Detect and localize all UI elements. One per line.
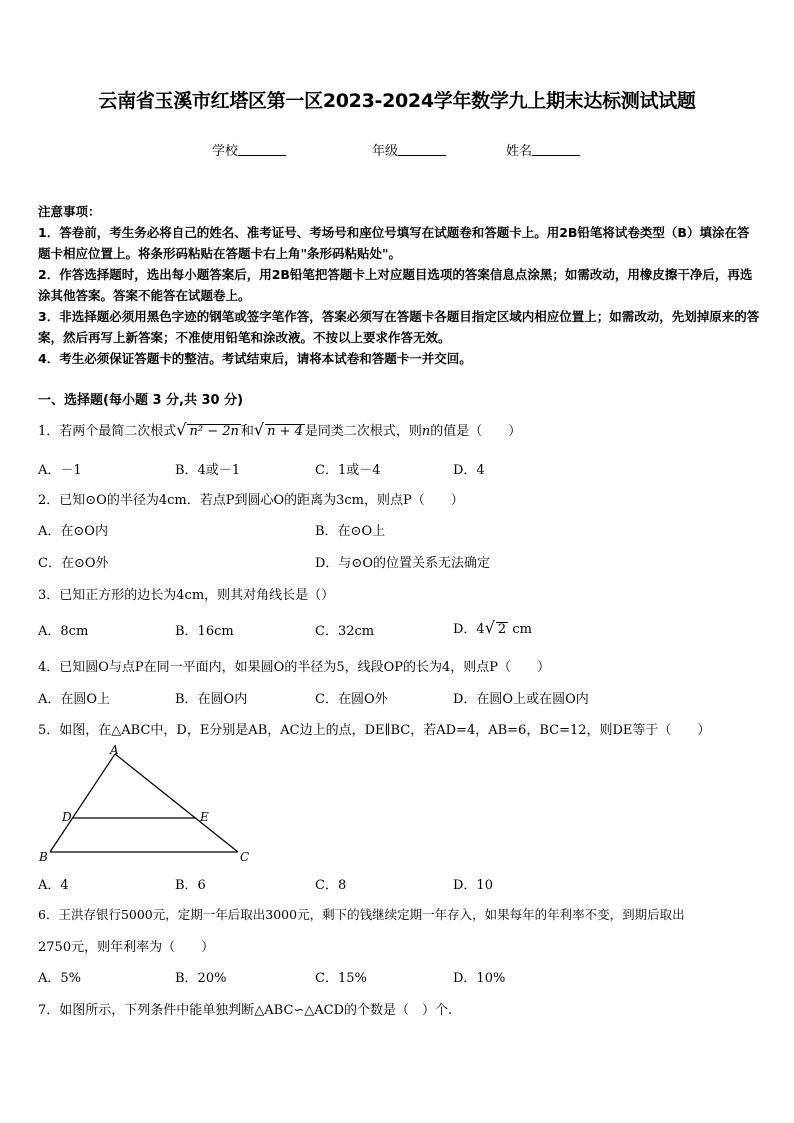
side-ac [115,754,238,852]
q3-optd-radicand: 2 [497,622,507,637]
question-2: 2．已知⊙O的半径为4cm．若点P到圆心O的距离为3cm，则点P（ ） [38,493,464,508]
q1-option-b: B．4或－1 [175,463,241,478]
q5-option-c: C．8 [315,878,347,893]
q3-option-a: A．8cm [38,624,89,639]
triangle-figure [36,742,266,872]
name-field [506,140,580,159]
q6-option-d: D．10% [453,971,506,986]
question-1 [38,420,521,439]
q6-option-b: B．20% [175,971,227,986]
q1-suffix: 是同类二次根式，则 [304,424,422,439]
radical-sign: √ [484,618,495,637]
q1-radicand-1: n² − 2n [189,424,239,439]
q1-end: 的值是（ ） [430,424,522,439]
q1-mid: 和 [240,424,254,439]
page-title: 云南省玉溪市红塔区第一区2023-2024学年数学九上期末达标测试试题 [98,90,696,112]
question-5: 5．如图，在△ABC中，D，E分别是AB，AC边上的点，DE∥BC，若AD=4，AB=6，BC=12，则DE等于（ ） [38,723,711,738]
q5-option-b: B．6 [175,878,206,893]
notice-item-3: 3．非选择题必须用黑色字迹的钢笔或签字笔作答，答案必须写在答题卡各题目指定区域内相应位置上；如需改动，先划掉原来的答案，然后再写上新答案；不准使用铅笔和涂改液。不按以上要求作答无效。 [38,309,760,345]
label-d: D [62,810,72,824]
q6-option-a: A．5% [38,971,82,986]
q6-option-c: C．15% [315,971,367,986]
side-ab [50,754,115,852]
school-label: 学校 [212,144,239,159]
q2-option-a: A．在⊙O内 [38,524,108,539]
name-blank [532,143,580,156]
notice-block [38,201,760,369]
q5-option-d: D．10 [453,878,493,893]
q2-option-d: D．与⊙O的位置关系无法确定 [315,556,490,571]
radical-sign: √ [176,420,187,439]
radical-sign: √ [253,420,265,439]
label-c: C [240,850,250,864]
question-4: 4．已知圆O与点P在同一平面内，如果圆O的半径为5，线段OP的长为4，则点P（ ） [38,660,551,675]
q3-option-d [453,618,532,637]
q1-option-c: C．1或－4 [315,463,381,478]
q1-option-d: D．4 [453,463,485,478]
question-3: 3．已知正方形的边长为4cm，则其对角线长是（） [38,588,335,603]
notice-heading: 注意事项： [38,204,101,219]
q1-radicand-2: n + 4 [267,424,303,439]
q4-option-a: A．在圆O上 [38,692,111,707]
name-label: 姓名 [506,144,533,159]
grade-label: 年级 [372,144,399,159]
q3-option-c: C．32cm [315,624,375,639]
notice-item-1: 1．答卷前，考生务必将自己的姓名、准考证号、考场号和座位号填写在试题卷和答题卡上。用2B铅笔将试卷类型（B）填涂在答题卡相应位置上。将条形码粘贴在答题卡右上角"条形码粘贴处"。 [38,225,750,261]
section-heading: 一、选择题(每小题 3 分,共 30 分) [38,393,244,408]
q1-option-a: A．－1 [38,463,82,478]
q4-option-b: B．在圆O内 [175,692,248,707]
grade-field [372,140,446,159]
q3-option-b: B．16cm [175,624,234,639]
q2-option-c: C．在⊙O外 [38,556,109,571]
school-field [212,140,286,159]
q1-prefix: 1．若两个最简二次根式 [38,424,177,439]
question-7: 7．如图所示，下列条件中能单独判断△ABC∽△ACD的个数是（ ）个. [38,1003,453,1018]
q1-var: n [421,424,431,439]
q3-optd-prefix: D．4 [453,622,485,637]
label-e: E [200,810,209,824]
label-a: A [110,743,119,757]
question-6-line-2: 2750元，则年利率为（ ） [38,940,215,955]
question-6-line-1: 6．王洪存银行5000元，定期一年后取出3000元，剩下的钱继续定期一年存入，如果每年的年利率不变，到期后取出 [38,907,685,922]
q4-option-d: D．在圆O上或在圆O内 [453,692,589,707]
grade-blank [398,143,446,156]
q3-optd-suffix: cm [508,622,532,637]
notice-item-4: 4．考生必须保证答题卡的整洁。考试结束后，请将本试卷和答题卡一并交回。 [38,351,472,366]
q5-option-a: A．4 [38,878,69,893]
q4-option-c: C．在圆O外 [315,692,388,707]
school-blank [238,143,286,156]
q2-option-b: B．在⊙O上 [315,524,386,539]
notice-item-2: 2．作答选择题时，选出每小题答案后，用2B铅笔把答题卡上对应题目选项的答案信息点涂黑；如需改动，用橡皮擦干净后，再选涂其他答案。答案不能答在试题卷上。 [38,267,753,303]
label-b: B [39,850,48,864]
